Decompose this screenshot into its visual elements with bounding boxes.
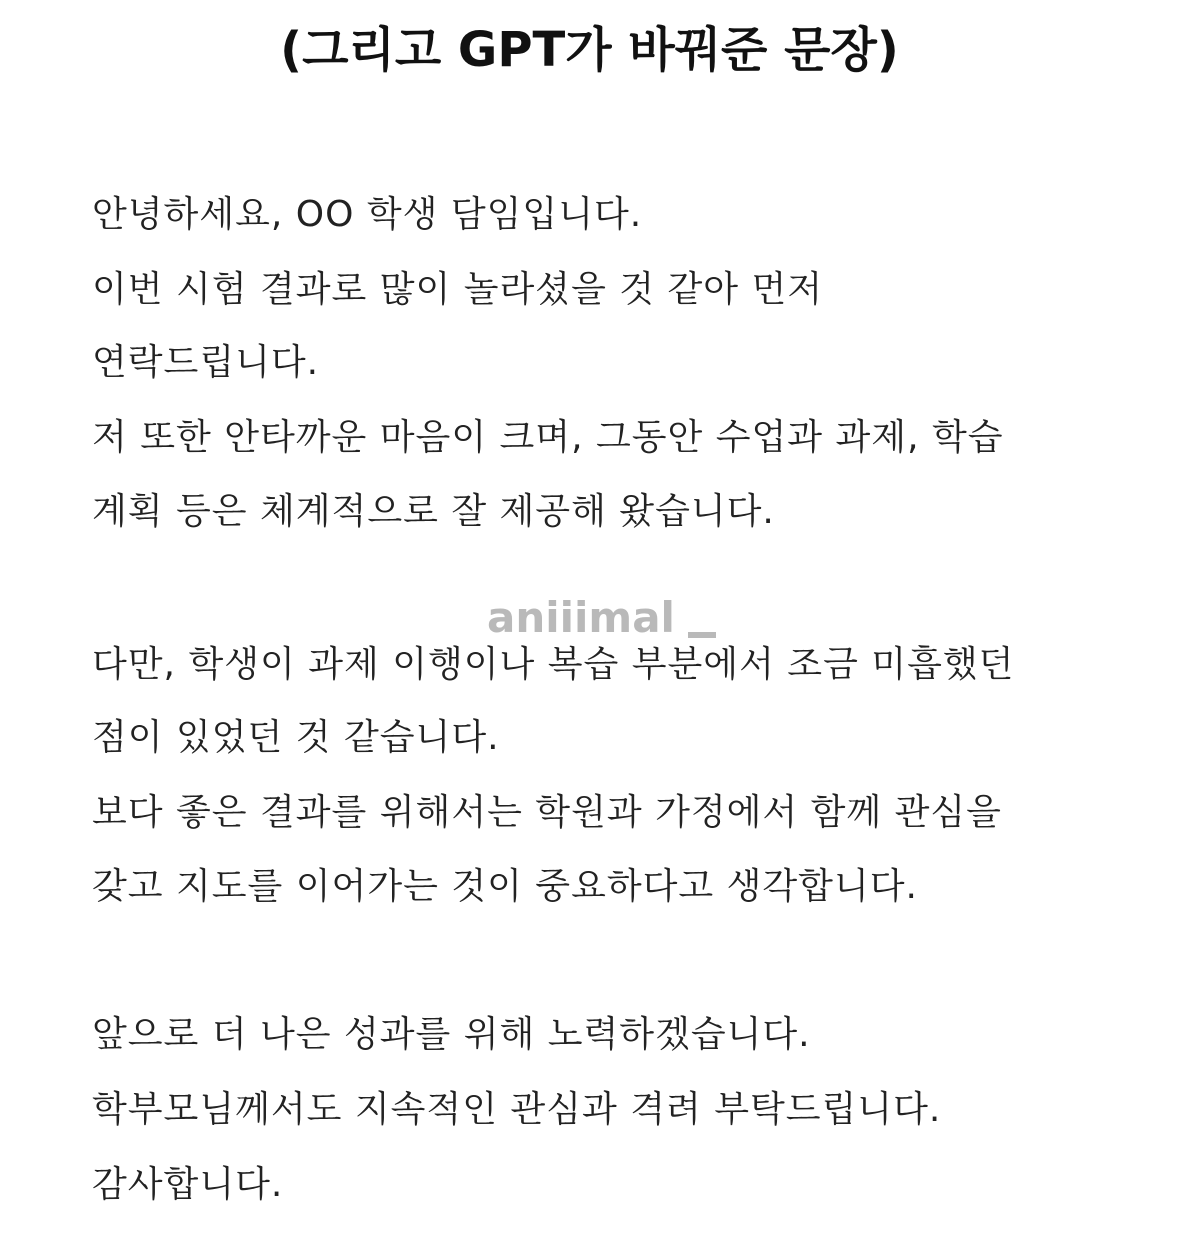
page-title: (그리고 GPT가 바꿔준 문장) <box>280 22 899 78</box>
letter-line: 저 또한 안타까운 마음이 크며, 그동안 수업과 과제, 학습 <box>92 417 1004 458</box>
watermark-underscore <box>688 632 716 638</box>
letter-line: 학부모님께서도 지속적인 관심과 격려 부탁드립니다. <box>92 1089 942 1130</box>
letter-line: 다만, 학생이 과제 이행이나 복습 부분에서 조금 미흡했던 <box>92 644 1015 685</box>
letter-line: 계획 등은 체계적으로 잘 제공해 왔습니다. <box>92 491 775 532</box>
letter-line: 앞으로 더 나은 성과를 위해 노력하겠습니다. <box>92 1014 811 1055</box>
letter-line: 이번 시험 결과로 많이 놀라셨을 것 같아 먼저 <box>92 269 824 310</box>
letter-line: 점이 있었던 것 같습니다. <box>92 717 500 758</box>
watermark: aniiimal <box>487 593 675 642</box>
letter-line: 갖고 지도를 이어가는 것이 중요하다고 생각합니다. <box>92 866 918 907</box>
letter-line: 감사합니다. <box>92 1164 284 1205</box>
letter-line: 연락드립니다. <box>92 342 320 383</box>
letter-line: 보다 좋은 결과를 위해서는 학원과 가정에서 함께 관심을 <box>92 792 1002 833</box>
letter-line: 안녕하세요, OO 학생 담임입니다. <box>92 194 643 235</box>
